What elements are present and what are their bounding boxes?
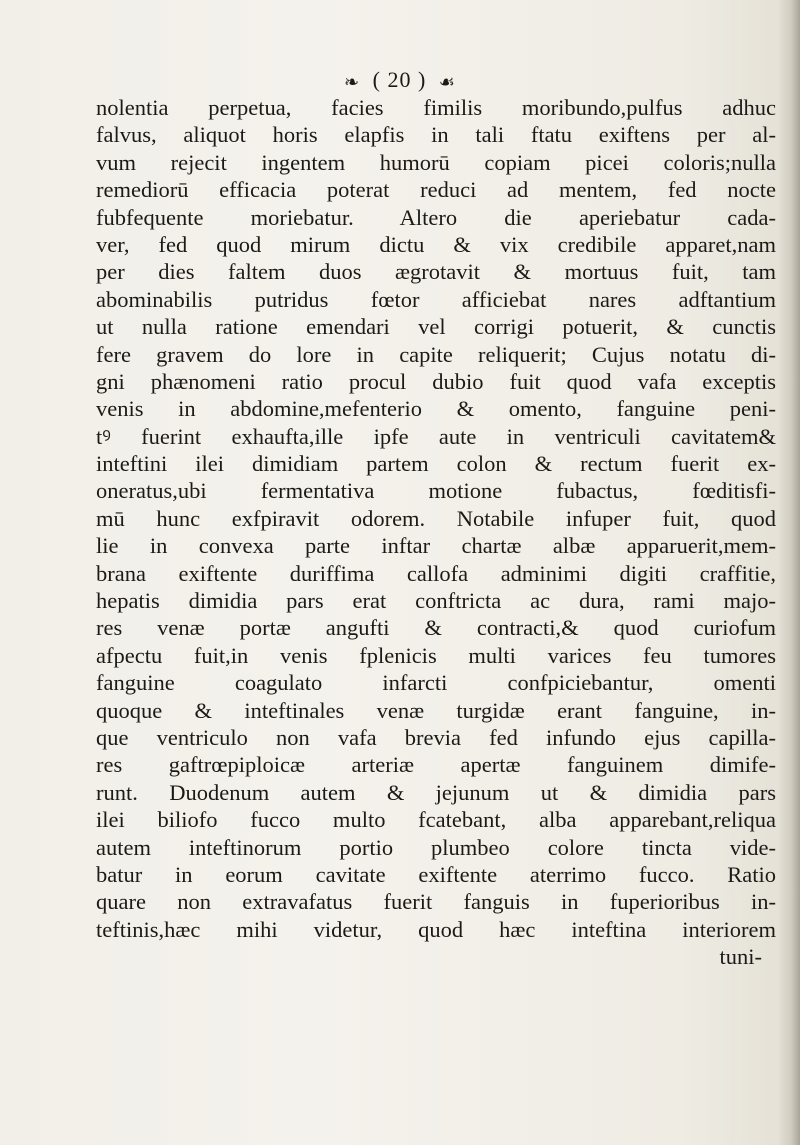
text-line: que ventriculo non vafa brevia fed infundo ejus capilla- bbox=[96, 724, 776, 750]
page-header bbox=[0, 68, 800, 94]
text-line: quoque & inteftinales venæ turgidæ erant fanguine, in- bbox=[96, 697, 776, 723]
text-line: runt. Duodenum autem & jejunum ut & dimidia pars bbox=[96, 779, 776, 805]
text-line: venis in abdomine,mefenterio & omento, fanguine peni- bbox=[96, 396, 776, 422]
body-text bbox=[96, 94, 776, 971]
text-line: brana exiftente duriffima callofa adminimi digiti craffitie, bbox=[96, 560, 776, 586]
text-line: quare non extravafatus fuerit fanguis in fuperioribus in- bbox=[96, 889, 776, 915]
text-line: afpectu fuit,in venis fplenicis multi varices feu tumores bbox=[96, 642, 776, 668]
catchword: tuni- bbox=[719, 944, 762, 970]
text-line: ut nulla ratione emendari vel corrigi potuerit, & cunctis bbox=[96, 314, 776, 340]
text-line: res venæ portæ angufti & contracti,& quod curiofum bbox=[96, 615, 776, 641]
page-number: ( 20 ) bbox=[372, 67, 427, 92]
text-line: ilei biliofo fucco multo fcatebant, alba apparebant,reliqua bbox=[96, 807, 776, 833]
text-line: fubfequente moriebatur. Altero die aperiebatur cada- bbox=[96, 204, 776, 230]
ornament-left-icon: ❧ bbox=[344, 71, 361, 92]
text-line: ver, fed quod mirum dictu & vix credibile apparet,nam bbox=[96, 231, 776, 257]
text-line: hepatis dimidia pars erat conftricta ac dura, rami majo- bbox=[96, 588, 776, 614]
text-line: abominabilis putridus fœtor afficiebat nares adftantium bbox=[96, 286, 776, 312]
text-line: teftinis,hæc mihi videtur, quod hæc inteftina interiorem bbox=[96, 916, 776, 942]
text-line: per dies faltem duos ægrotavit & mortuus fuit, tam bbox=[96, 259, 776, 285]
text-line: lie in convexa parte inftar chartæ albæ apparuerit,mem- bbox=[96, 533, 776, 559]
text-line: batur in eorum cavitate exiftente aterrimo fucco. Ratio bbox=[96, 861, 776, 887]
text-line: fanguine coagulato infarcti confpiciebantur, omenti bbox=[96, 670, 776, 696]
text-line: tꝰ fuerint exhaufta,ille ipfe aute in ventriculi cavitatem& bbox=[96, 423, 776, 449]
text-line: autem inteftinorum portio plumbeo colore tincta vide- bbox=[96, 834, 776, 860]
page-binding-shadow bbox=[778, 0, 800, 1145]
text-line: mū hunc exfpiravit odorem. Notabile infuper fuit, quod bbox=[96, 505, 776, 531]
text-line: falvus, aliquot horis elapfis in tali ftatu exiftens per al- bbox=[96, 122, 776, 148]
text-line: inteftini ilei dimidiam partem colon & rectum fuerit ex- bbox=[96, 451, 776, 477]
text-line: fere gravem do lore in capite reliquerit; Cujus notatu di- bbox=[96, 341, 776, 367]
text-line: nolentia perpetua, facies fimilis moribundo,pulfus adhuc bbox=[96, 95, 776, 120]
ornament-right-icon: ☙ bbox=[438, 71, 456, 92]
text-line: remediorū efficacia poterat reduci ad mentem, fed nocte bbox=[96, 177, 776, 203]
text-line: oneratus,ubi fermentativa motione fubactus, fœditisfi- bbox=[96, 478, 776, 504]
text-line: vum rejecit ingentem humorū copiam picei coloris;nulla bbox=[96, 149, 776, 175]
text-line: res gaftrœpiploicæ arteriæ apertæ fanguinem dimife- bbox=[96, 752, 776, 778]
text-line: gni phænomeni ratio procul dubio fuit quod vafa exceptis bbox=[96, 368, 776, 394]
